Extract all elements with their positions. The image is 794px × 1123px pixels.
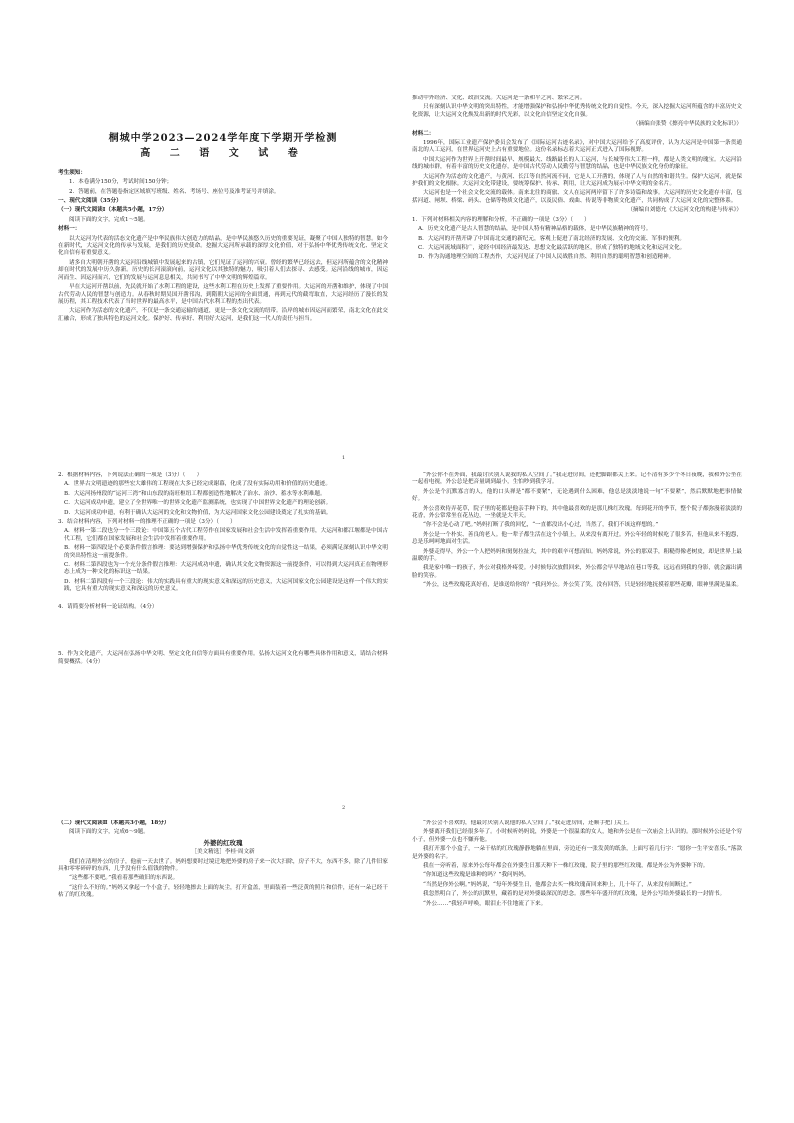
story-paragraph: 我们在清理外公的房子，他前一天去世了。妈妈想要时过境迁地把外婆的房子来一次大扫除，房子不大，东西不多，除了几件旧家具和零零碎碎的东西，几乎没有什么值钱的物件。 xyxy=(58,858,388,873)
question-2-option-d: D．大运河成功申遗，有利于确认大运河的文化和文物价值，为大运河国家文化公园建设奠定了扎实的基础。 xyxy=(64,509,332,516)
page-number-1: 1 xyxy=(342,455,346,461)
page2-left-column xyxy=(58,472,388,827)
question-1-option-c: C．大运河流域面积广，途经中国经济最发达、思想文化最活跃的地区，形成了独特的地域文化和运河文化。 xyxy=(418,244,686,251)
story-paragraph: “这什么不好的。”妈妈又拿起一个小盒子，轻轻地擦去上面的灰尘，打开盒盖，里面装着一些泛黄的照片和信件，还有一朵已经干枯了的红玫瑰。 xyxy=(58,884,388,899)
page2-right-column xyxy=(412,472,742,827)
story-paragraph: “你不会是心动了吧。”妈妈打断了我的回忆，“一直都没出小心过，当然了，我们不该这样想的。” xyxy=(423,522,659,529)
story-paragraph: 我在一旁听着，原来外公每年都会在外婆生日那天种下一株红玫瑰，院子里的那些红玫瑰，都是外公为外婆种下的。 xyxy=(423,863,709,870)
question-2-option-c: C．大运河成功申遗，建立了全世界唯一的世界文化遗产监测系统，也实现了中国世界文化遗产的理论创新。 xyxy=(64,500,332,507)
question-3: 3．结合材料内容，下列对材料一的推理不正确的一项是（3分）（ ） xyxy=(58,519,236,526)
notice-heading: 考生须知： xyxy=(58,169,86,176)
page3-left-column xyxy=(58,820,388,1120)
question-3-option-b: B．材料一第四段是个必要条件假言推理：要达到增强保护和弘扬中华优秀传统文化的自觉性这一结果，必须满足深刻认识中华文明的突出特性这一前提条件。 xyxy=(64,545,388,559)
exam-page-1 xyxy=(58,95,742,450)
question-2-option-b: B．大运河扬州段的“运河三湾”和山东段的南旺枢纽工程都创造性地解决了治水、治沙、蓄水等水利难题。 xyxy=(64,490,326,497)
material-1-paragraph: 以大运河为代表的活态文化遗产是中华民族伟大创造力的结晶，是中华民族悠久历史的重要见证，凝聚了中国人独特的智慧。如今在新时代，大运河文化的传承与发展，是我们的历史使命。挖掘大运河所承载的深厚文化价值，对于弘扬中华优秀传统文化、坚定文化自信有着重要意义。 xyxy=(58,235,388,257)
section-1-heading: 一、现代文阅读（35分） xyxy=(58,198,122,205)
section-1a-heading: （一）现代文阅读Ⅰ（本题共5小题，17分） xyxy=(58,207,168,214)
material-1-source: （摘编自张赞《擦亮中华民族的文化标识》） xyxy=(632,121,742,128)
question-2: 2．根据材料内容，下列说法正确的一项是（3分）（ ） xyxy=(58,472,203,478)
question-3-option-d: D．材料二第四段有一个三段论：伟大的实践具有重大的现实意义和深远的历史意义，大运河国家文化公园建设是这样一个伟大的实践，它具有重大的现实意义和深远的历史意义。 xyxy=(64,578,388,593)
section-2-heading: （二）现代文阅读Ⅱ（本题共3小题，18分） xyxy=(58,820,170,826)
material-1-heading: 材料一： xyxy=(58,226,81,233)
material-1-paragraph: 早在大运河开凿以前，先民就开始了水利工程的建设，这些水利工程在历史上发挥了重要作用。大运河的开凿和维护，体现了中国古代劳动人民的智慧与创造力。从春秋时期吴国开凿邗沟，到隋朝大运河的全面贯通，再到元代的截弯取直，大运河经历了漫长的发展历程，其工程技术代表了当时世界的最高水平，是中国古代水利工程的杰出代表。 xyxy=(58,284,388,305)
story-author: ［美文精选］李桂·周文新 xyxy=(191,849,255,856)
story-paragraph: 我打开那个小盒子，一朵干枯的红玫瑰静静地躺在里面，旁边还有一张发黄的纸条，上面写着几行字：“愿你一生平安喜乐。”落款是外婆的名字。 xyxy=(412,846,742,860)
exam-page-2 xyxy=(58,472,742,827)
exam-title: 桐城中学2023—2024学年度下学期开学检测 xyxy=(108,133,338,144)
material-2-paragraph: 大运河也是一个社会文化交流的载体。南来北往的商旅、文人在运河两岸留下了许多诗篇和故事。大运河的历史文化遗存丰富，包括河道、闸坝、桥梁、码头、仓储等物质文化遗产，以及民俗、戏曲、传说等非物质文化遗产，共同构成了大运河文化的完整体系。 xyxy=(412,190,742,204)
story-paragraph: “外公……”我轻声呼唤，眼泪止不住地流了下来。 xyxy=(423,900,547,907)
story-paragraph: “外公会不喜欢的，他最讨厌别人说他的私人空间了。”我走进房间，还顺手把门关上。 xyxy=(423,820,633,826)
story-paragraph: 外公喜欢侍弄花草，院子里的花都是他亲手种下的，其中他最喜欢的是那几株红玫瑰。每到花开的季节，整个院子都弥漫着淡淡的花香，外公常常坐在花丛边，一坐就是大半天。 xyxy=(412,505,742,520)
question-1-option-d: D．作为沟通地理空间的工程杰作，大运河见证了中国人民战胜自然、利用自然的聪明智慧和创造精神。 xyxy=(418,254,675,261)
story-paragraph: 外婆离开我们已经很多年了。小时候听妈妈说，外婆是一个很温柔的女人，她和外公是在一次庙会上认识的。那时候外公还是个穷小子，但外婆一点也不嫌弃他。 xyxy=(412,829,742,843)
exam-page-3 xyxy=(58,820,742,1120)
material-2-source: （摘编自刘德允《大运河文化的构建与传承》） xyxy=(627,207,742,214)
material-1-paragraph: 诸多自大明朝开凿的大运河沿线城镇中发展起来的古镇，它们见证了运河的兴衰。曾经的繁华已经远去，但运河所蕴含的文化精神却在时代的发展中历久弥新。历史的长河滚滚向前，运河文化以其独特的魅力，吸引着人们去探寻、去感受。运河沿线的城市，因运河而生、因运河而兴，它们的发展与运河息息相关，共同书写了中华文明的辉煌篇章。 xyxy=(58,259,388,281)
question-2-option-a: A．世界古文明遗迹的那些宏大雄伟的工程现在大多已经完成谢幕，化成了没有实际功用和价值的历史遗迹。 xyxy=(64,481,331,488)
material-2-paragraph: 大运河作为活态的文化遗产，与黄河、长江等自然河流不同，它是人工开凿的，体现了人与自然的和谐共生。保护大运河，就是保护我们的文化根脉。大运河文化带建设，要统筹保护、传承、利用，让大运河成为展示中华文明的金名片。 xyxy=(412,173,742,188)
story-paragraph: “外公你不在外面，我最讨厌别人说我的私人空间了。”我走进房间，还把脚跟都关上来。记不清有多少个冬日夜晚，我和外公坐在一起看电视，外公总是把音量调到最小，生怕吵到我学习。 xyxy=(412,472,742,486)
story-paragraph: 我忽然明白了，外公的沉默里，藏着的是对外婆最深沉的思念。那些年年盛开的红玫瑰，是外公写给外婆最长的一封情书。 xyxy=(423,891,726,898)
story-paragraph: 外公是一个朴实、善良的老人。他一辈子都生活在这个小镇上，从来没有离开过。外公年轻的时候吃了很多苦，但他从来不抱怨，总是乐呵呵地面对生活。 xyxy=(412,531,742,546)
story-paragraph: 外婆走得早，外公一个人把妈妈和舅舅拉扯大，其中的艰辛可想而知。妈妈常说，外公的那双手，粗糙得像老树皮，却是世界上最温暖的手。 xyxy=(412,548,742,563)
story-paragraph: 我是家中唯一的孩子，外公对我格外疼爱。小时候每次放假回来，外公都会早早地站在巷口等我，远远看到我的身影，就会露出满脸的笑容。 xyxy=(412,565,742,579)
page1-right-column xyxy=(412,95,742,450)
material-2-paragraph: 中国大运河作为世界上开凿时间最早、规模最大、线路最长的人工运河，与长城等伟大工程一样，都是人类文明的瑰宝。大运河沿线的城市群，有着丰富的历史文化遗存，是中国古代劳动人民勤劳与智慧的结晶，也是中华民族文化身份的象征。 xyxy=(412,156,742,171)
story-paragraph: “当然是你外公啊。”妈妈说，“每年外婆生日，他都会去买一株玫瑰苗回来种上，几十年了，从来没有间断过。” xyxy=(423,881,692,888)
material-1-paragraph: 只有深刻认识中华文明的突出特性，才能增强保护和弘扬中华优秀传统文化的自觉性。今天，深入挖掘大运河所蕴含的丰富历史文化资源，让大运河文化焕发出新的时代光彩，以文化自信坚定文化自强。 xyxy=(412,104,742,118)
notice-item-1: 1．本卷满分150分，考试时间150分钟； xyxy=(69,179,173,186)
material-1-paragraph: 大运河作为活态的文化遗产，不仅是一条交通运输的通道，更是一条文化交流的纽带。沿岸的城市因运河而繁荣，南北文化在此交汇融合，形成了独具特色的运河文化。保护好、传承好、利用好大运河，是我们这一代人的责任与担当。 xyxy=(58,308,388,322)
section-1a-instruction: 阅读下面的文字，完成1～5题。 xyxy=(69,216,149,223)
question-1-option-a: A．历史文化遗产是古人智慧的结晶，是中国人特有精神品格的载体，是中华民族精神的符号。 xyxy=(418,226,652,233)
page3-right-column xyxy=(412,820,742,1120)
story-title: 外婆的红玫瑰 xyxy=(203,838,243,847)
question-1-option-b: B．大运河的开凿开辟了中国南北交通的新纪元，客观上促进了南北经济的发展、文化的交流、军事的便利。 xyxy=(418,235,686,242)
story-paragraph: “这些都不要吧。”我看着那些破旧的东西说。 xyxy=(69,875,179,882)
question-5: 5．作为文化遗产，大运河在弘扬中华文明、坚定文化自信等方面具有重要作用。弘扬大运河文化有哪些具体作用和意义，请结合材料简要概括。（4分） xyxy=(58,651,388,665)
story-paragraph: “外公，这些玫瑰花真好看，是谁送给你的？”我问外公。外公笑了笑，没有回答，只是轻轻地抚摸着那些花瓣，眼神里满是温柔。 xyxy=(423,582,742,589)
material-2-heading: 材料二： xyxy=(412,130,435,137)
section-2-instruction: 阅读下面的文字，完成6～9题。 xyxy=(69,829,149,836)
story-paragraph: 外公是个沉默寡言的人，他的口头禅是“都不要紧”，无论遇到什么困难，他总是淡淡地说一句“不要紧”，然后默默地把事情做好。 xyxy=(412,488,742,503)
question-3-option-c: C．材料二第四段也为一个充分条件假言推理：大运河成功申遗，确认其文化文物资源这一前提条件，可以得到大运河真正在物理形态上成为一种文化的标识这一结果。 xyxy=(64,562,388,576)
page1-left-column xyxy=(58,95,388,450)
page-number-2: 2 xyxy=(342,805,346,811)
story-paragraph: “你知道这些玫瑰是谁种的吗？”我问妈妈。 xyxy=(423,872,530,879)
material-2-paragraph: 1996年，国际工业遗产保护委员会发布了《国际运河古迹名录》，对中国大运河给予了高度评价，认为大运河是中国第一条贯通南北的人工运河，在世界运河史上占有重要地位。这份名录标志着大运河正式进入了国际视野。 xyxy=(412,140,742,154)
exam-subtitle: 高 二 语 文 试 卷 xyxy=(140,148,306,160)
material-1-continuation: 推动中外经济、文化、政治交流。大运河是一条和平之河、繁荣之河。 xyxy=(412,95,586,101)
question-4: 4．请简要分析材料一论证结构。（4分） xyxy=(58,603,158,610)
question-1: 1．下列对材料相关内容的理解和分析，不正确的一项是（3分）（ ） xyxy=(412,216,590,223)
question-3-option-a: A．材料一第二段也分一个三段论：中国第五个古代工程劳作在国家发展和社会生活中发挥着重要作用，大运河和都江堰都是中国古代工程，它们都在国家发展和社会生活中发挥着重要作用。 xyxy=(64,528,388,542)
notice-item-2: 2．答题前，在答题卷指定区域填写班级、姓名、考场号、座位号及准考证号并填涂。 xyxy=(69,188,280,195)
